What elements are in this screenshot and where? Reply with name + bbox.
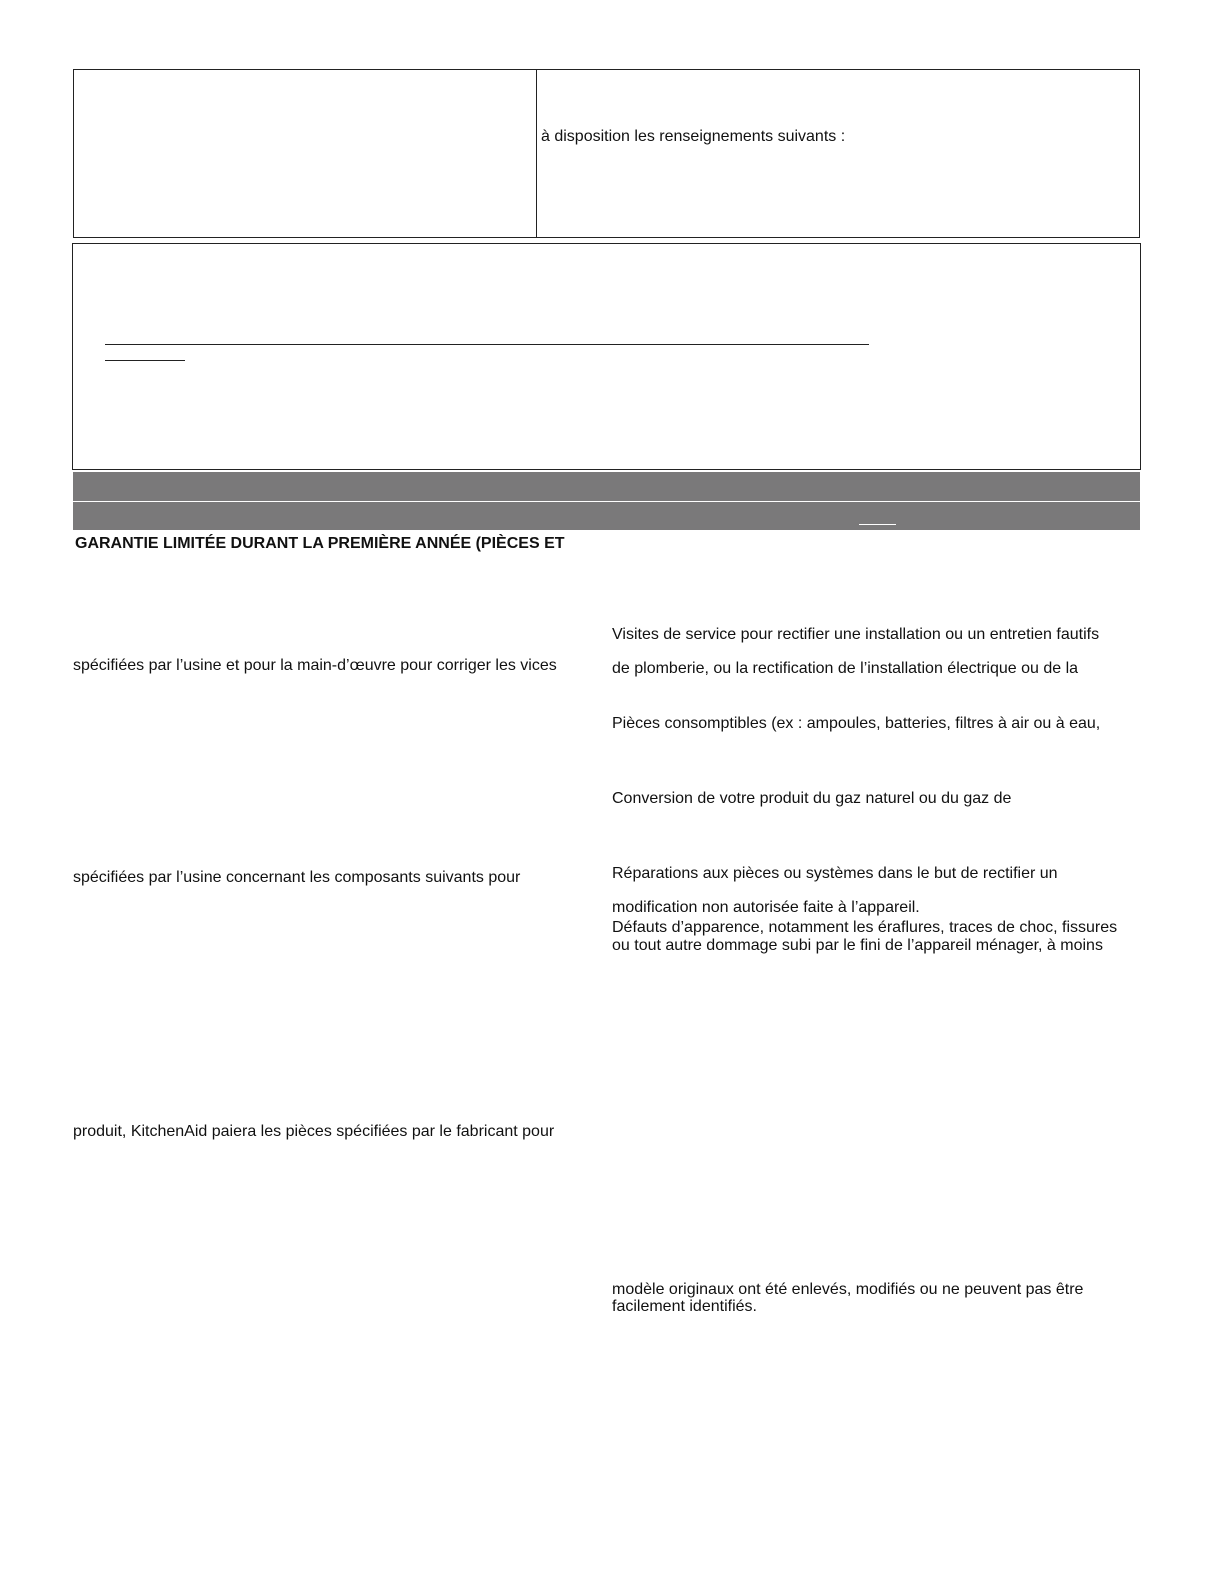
- section-band-top: [73, 472, 1140, 501]
- blank-line-short: [105, 360, 185, 361]
- blank-line: [105, 344, 869, 345]
- right-text-line: Pièces consomptibles (ex : ampoules, batteries, filtres à air ou à eau,: [612, 715, 1101, 732]
- right-text-line: modification non autorisée faite à l’appareil.: [612, 899, 920, 916]
- left-text-line: produit, KitchenAid paiera les pièces spécifiées par le fabricant pour: [73, 1123, 555, 1140]
- right-text-line: facilement identifiés.: [612, 1298, 757, 1315]
- info-box-text: à disposition les renseignements suivants :: [541, 128, 846, 145]
- right-text-line: Défauts d’apparence, notamment les éraflures, traces de choc, fissures: [612, 919, 1118, 936]
- right-text-line: ou tout autre dommage subi par le fini de l’appareil ménager, à moins: [612, 937, 1103, 954]
- info-box: [73, 69, 1140, 238]
- column-divider: [536, 70, 537, 237]
- warranty-heading: GARANTIE LIMITÉE DURANT LA PREMIÈRE ANNÉE (PIÈCES ET: [75, 535, 565, 552]
- section-band-bottom: [73, 502, 1140, 530]
- right-text-line: modèle originaux ont été enlevés, modifiés ou ne peuvent pas être: [612, 1281, 1084, 1298]
- right-text-line: de plomberie, ou la rectification de l’installation électrique ou de la: [612, 660, 1079, 677]
- right-text-line: Conversion de votre produit du gaz naturel ou du gaz de: [612, 790, 1012, 807]
- notice-box: [72, 243, 1141, 470]
- left-text-line: spécifiées par l’usine et pour la main-d’œuvre pour corriger les vices: [73, 657, 557, 674]
- right-text-line: Réparations aux pièces ou systèmes dans le but de rectifier un: [612, 865, 1058, 882]
- right-text-line: Visites de service pour rectifier une installation ou un entretien fautifs: [612, 626, 1100, 643]
- left-text-line: spécifiées par l’usine concernant les composants suivants pour: [73, 869, 521, 886]
- band-underline: [859, 524, 896, 525]
